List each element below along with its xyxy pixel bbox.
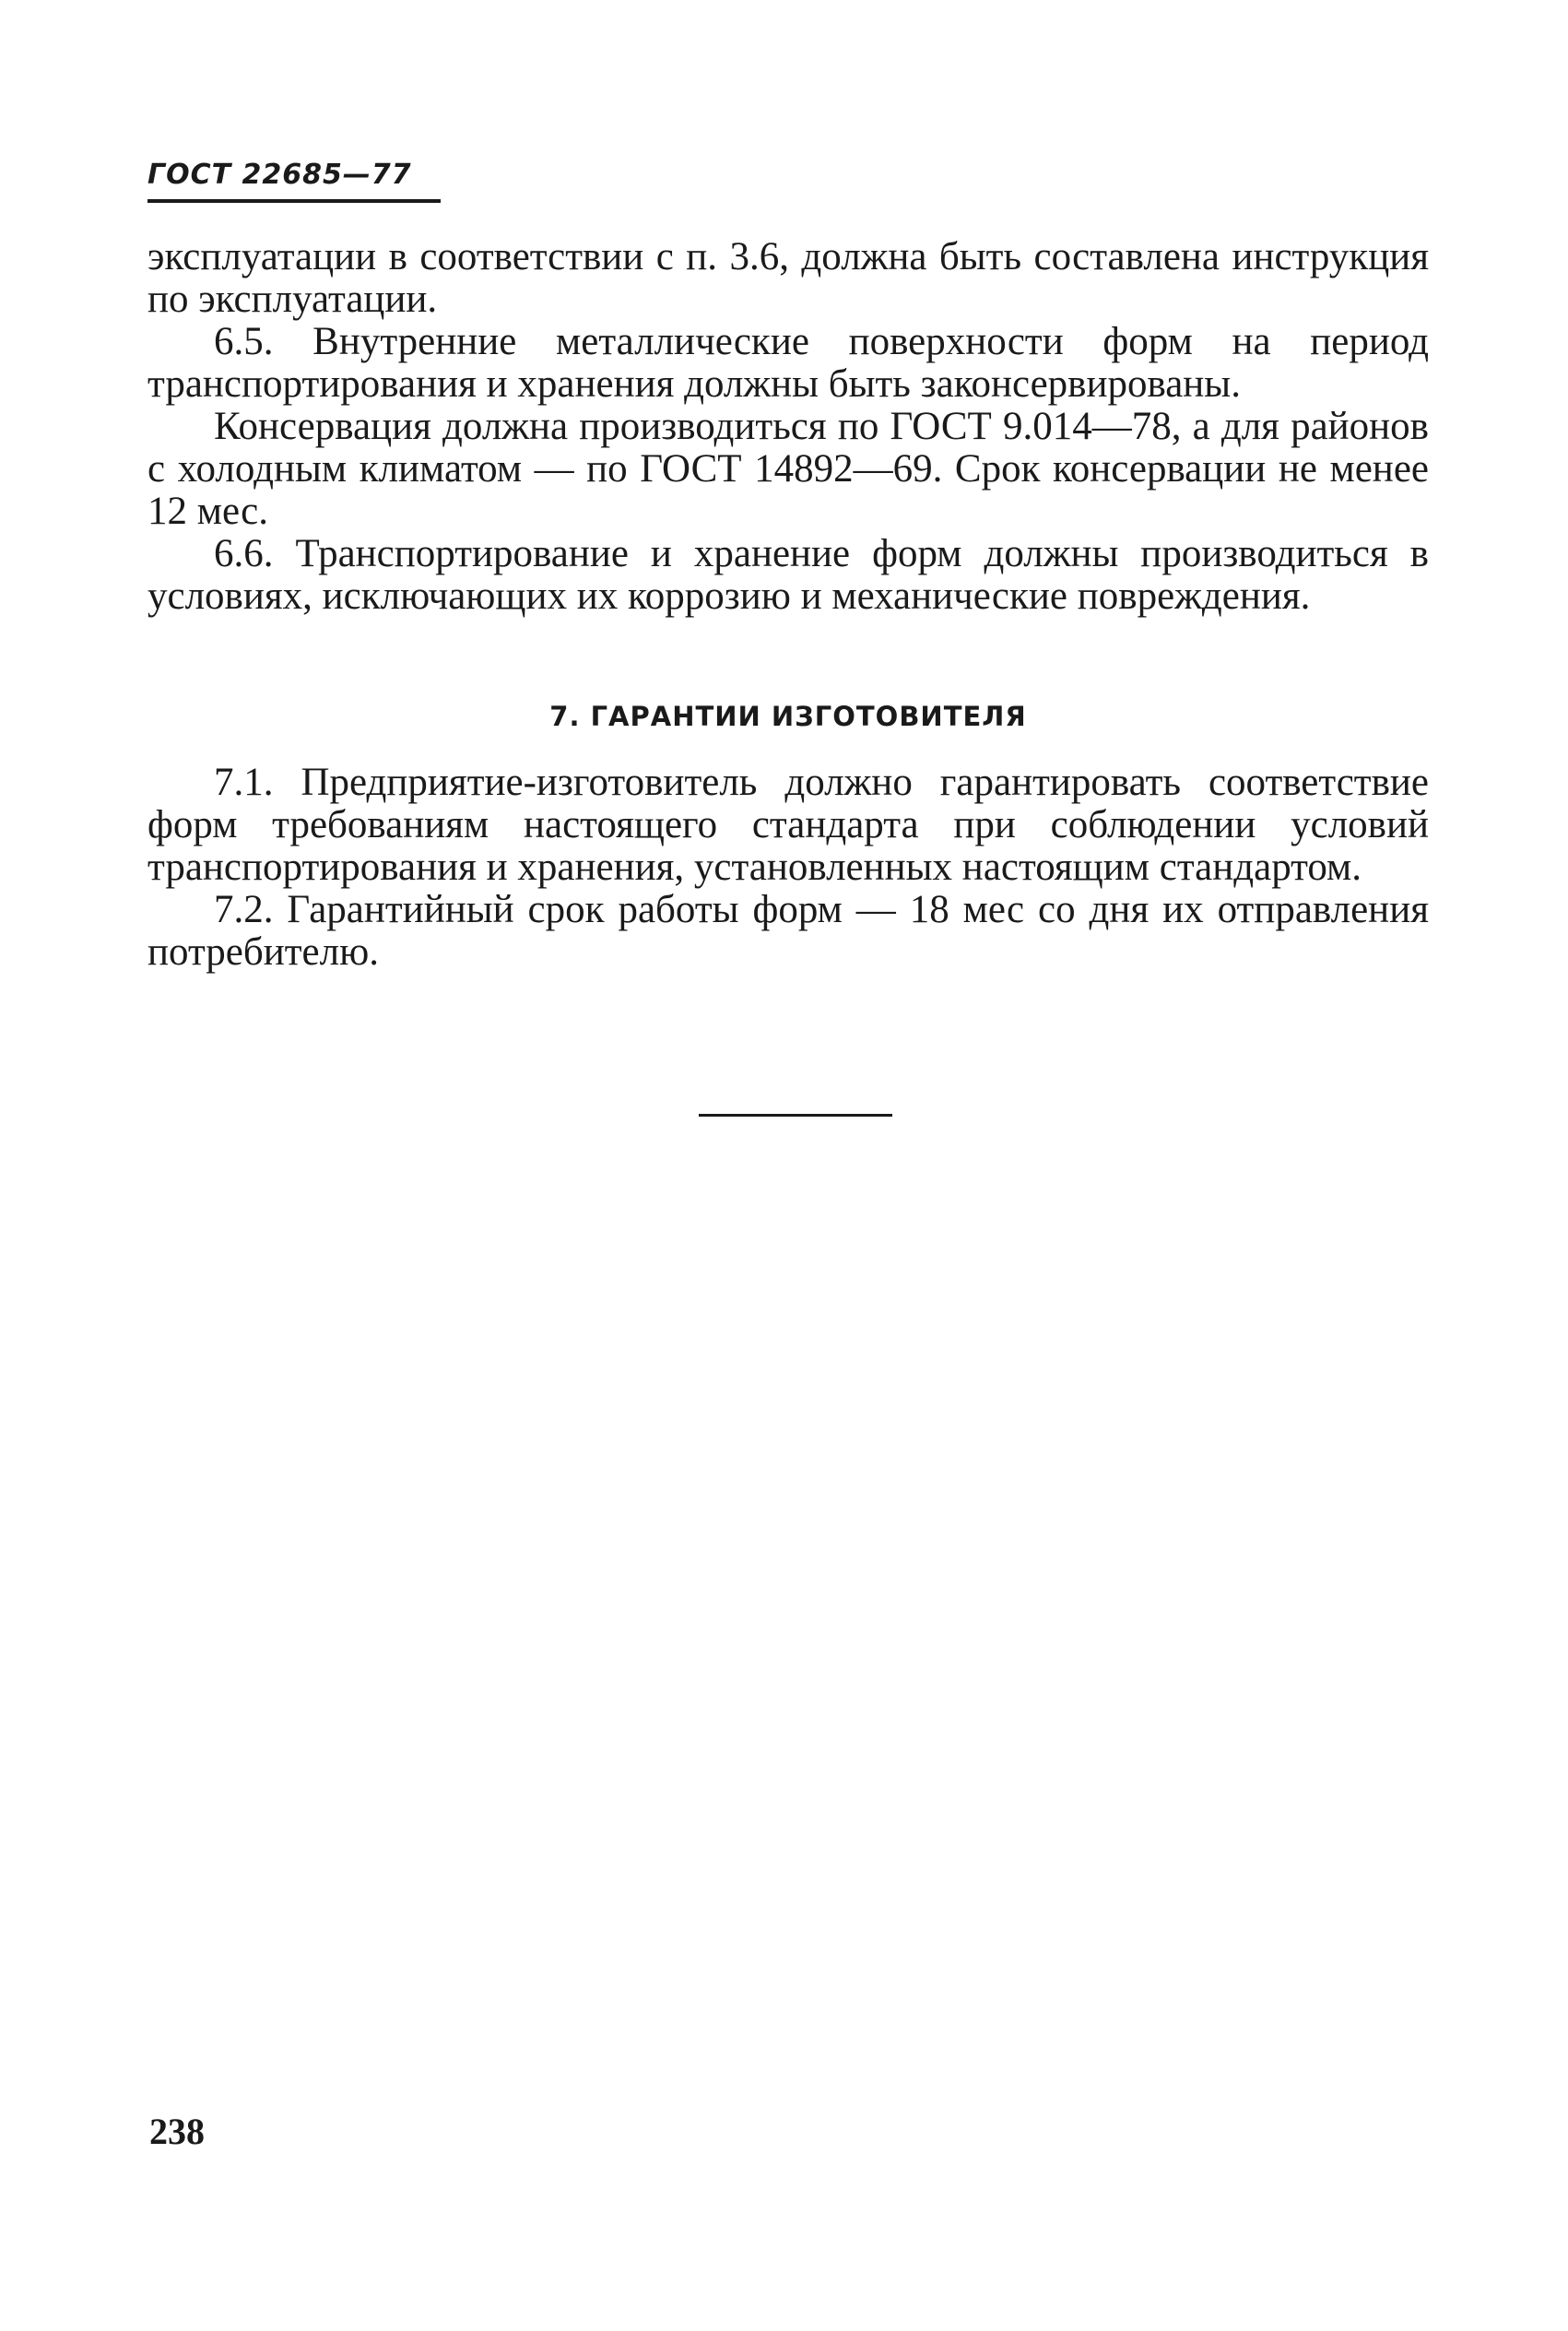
paragraph-7-1: 7.1. Предприятие-изготовитель должно гарантировать соответствие форм требованиям настоящего стандарта при соблюдении условий транспортирования и хранения, установленных настоящим стандартом. (147, 761, 1429, 889)
paragraph-6-6: 6.6. Транспортирование и хранение форм должны производиться в условиях, исключающих их коррозию и механические повреждения. (147, 532, 1429, 618)
section-7-title: 7. ГАРАНТИИ ИЗГОТОВИТЕЛЯ (549, 701, 1027, 732)
header-rule (147, 199, 441, 203)
paragraph-6-5: 6.5. Внутренние металлические поверхности форм на период транспортирования и хранения должны быть законсервированы. (147, 320, 1429, 406)
page-number: 238 (149, 2111, 205, 2152)
section-7-body (147, 762, 1429, 974)
paragraph-continuation: эксплуатации в соответствии с п. 3.6, должна быть составлена инструкция по эксплуатации. (147, 235, 1429, 321)
document-header: ГОСТ 22685—77 (147, 159, 412, 191)
end-of-text-rule (699, 1114, 892, 1117)
paragraph-conservation: Консервация должна производиться по ГОСТ 9.014—78, а для районов с холодным климатом — по ГОСТ 14892—69. Срок консервации не менее 12 мес. (147, 405, 1429, 533)
paragraph-7-2: 7.2. Гарантийный срок работы форм — 18 мес со дня их отправления потребителю. (147, 888, 1429, 974)
section-6-continuation (147, 236, 1429, 618)
